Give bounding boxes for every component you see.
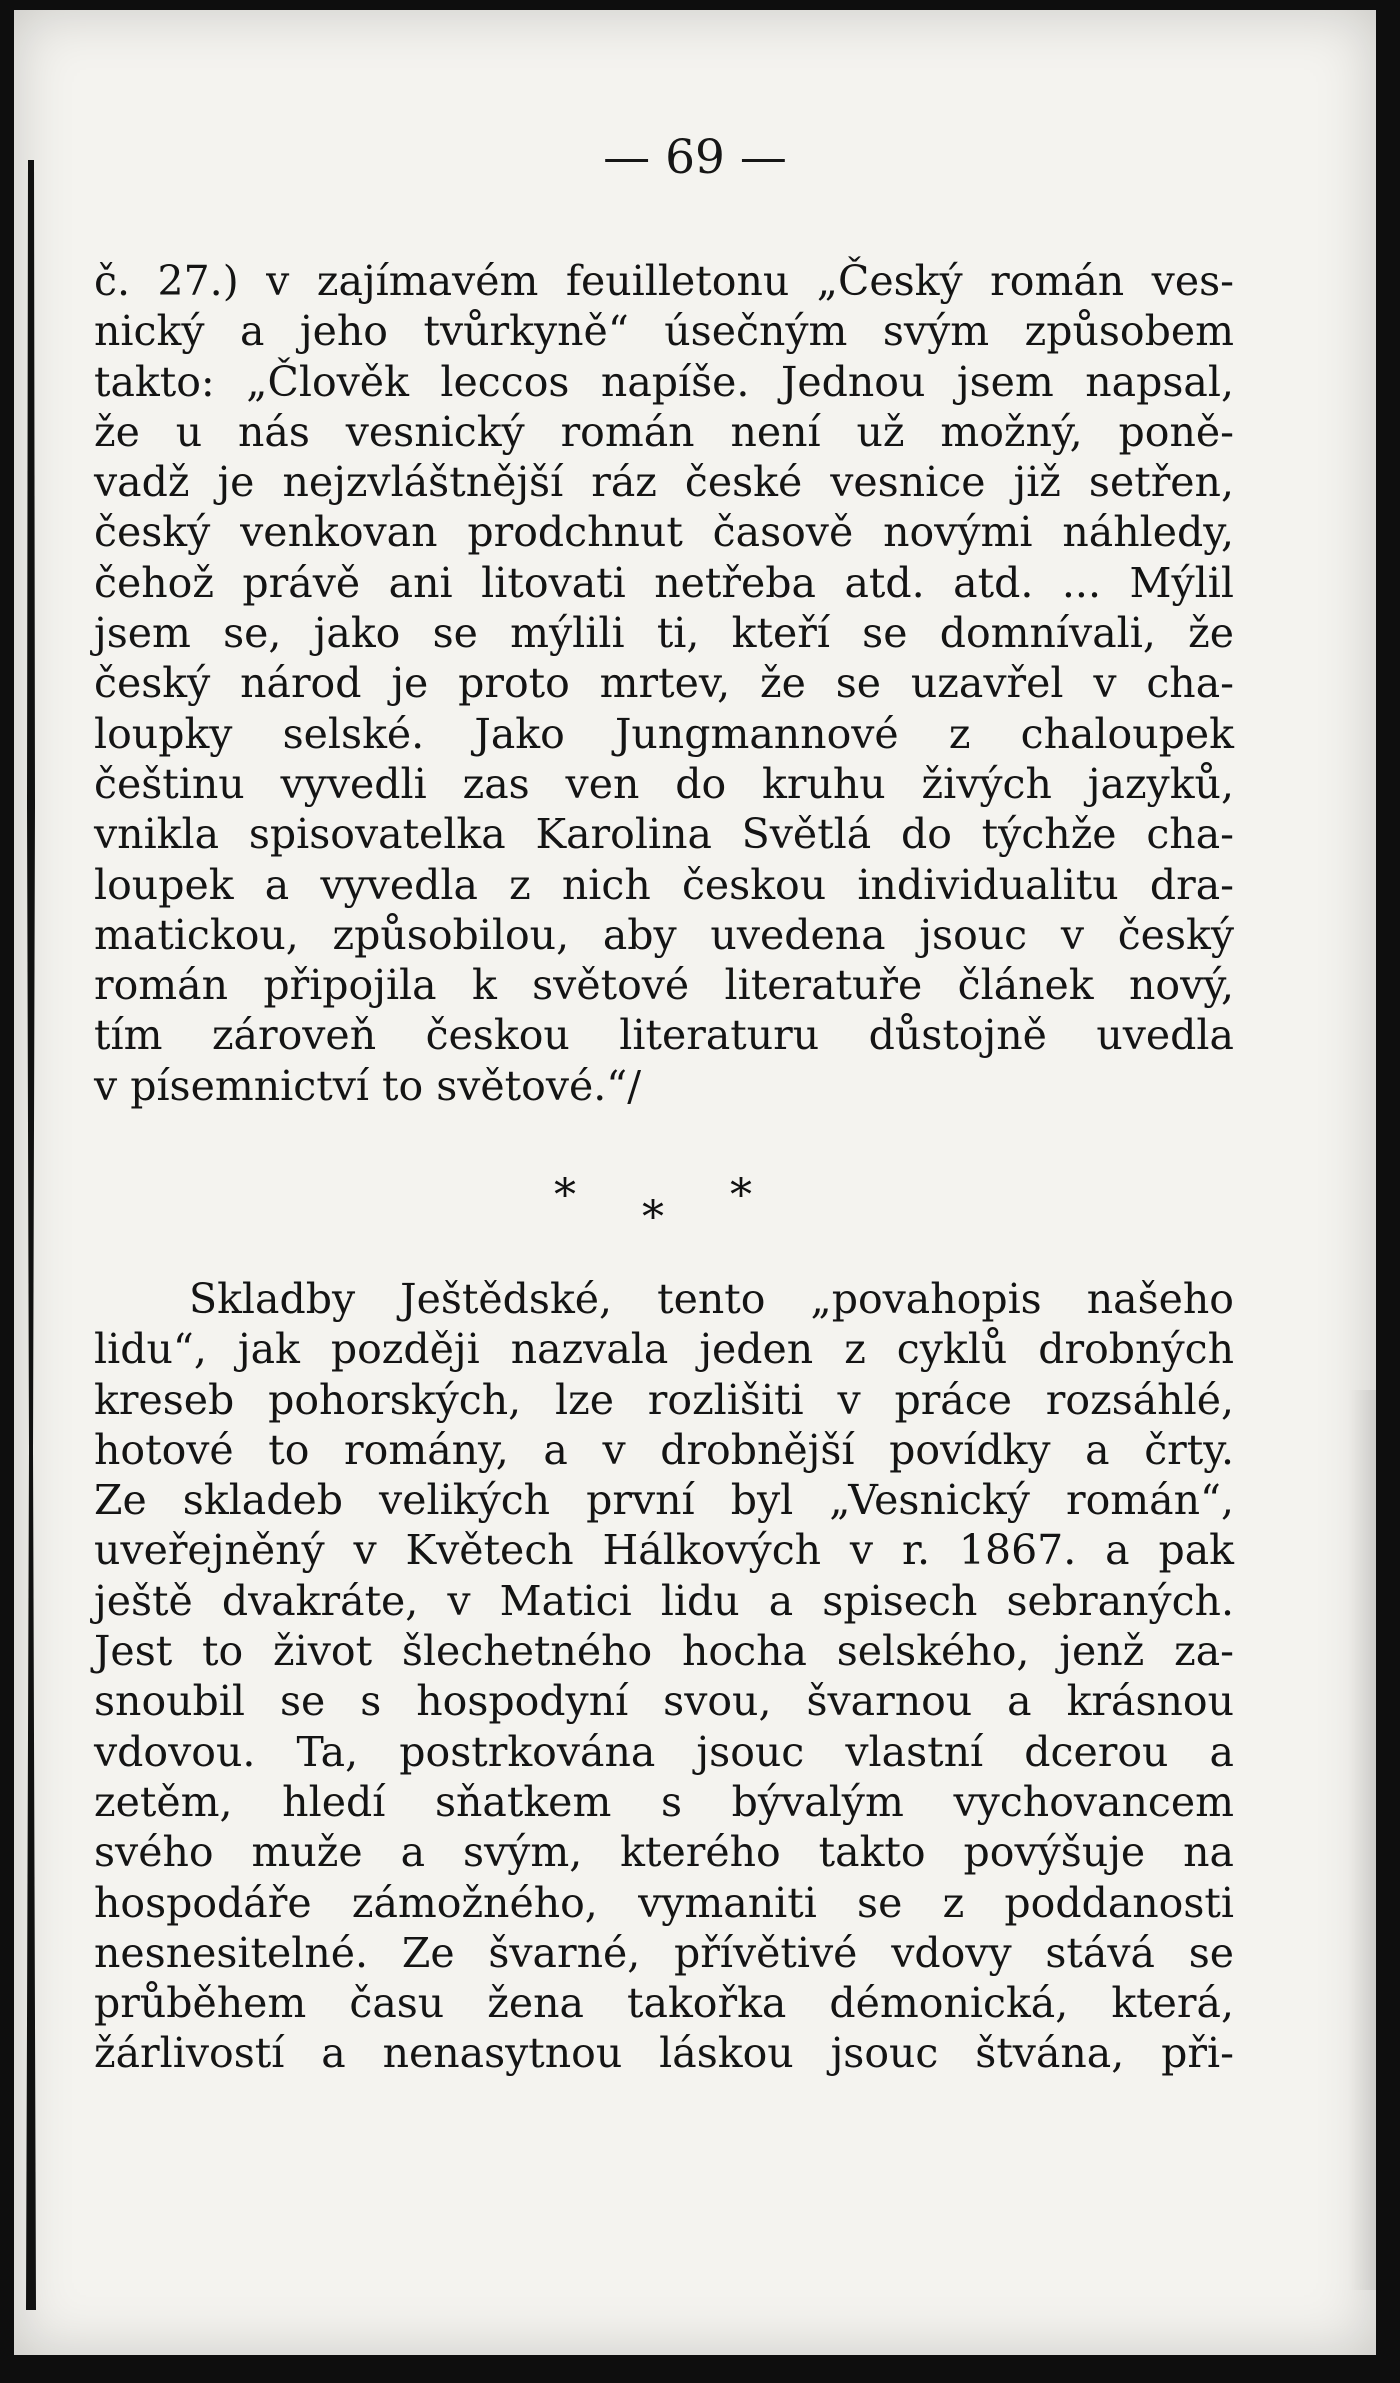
section-separator	[534, 1170, 774, 1243]
text-line: český venkovan prodchnut časově novými náhledy,	[94, 508, 1234, 557]
page-number: — 69 —	[603, 130, 787, 185]
text-line: vadž je nejzvláštnější ráz české vesnice již setřen,	[94, 458, 1234, 507]
text-line: tím zároveň českou literaturu důstojně uvedla	[94, 1011, 1234, 1060]
text-line: Jest to život šlechetného hocha selského, jenž za-	[94, 1627, 1234, 1676]
text-line: ještě dvakráte, v Matici lidu a spisech sebraných.	[94, 1576, 1234, 1625]
text-line: uveřejněný v Květech Hálkových v r. 1867. a pak	[94, 1526, 1234, 1575]
page-edge-shadow	[1348, 1390, 1376, 2290]
text-line: že u nás vesnický román není už možný, poně-	[94, 407, 1234, 456]
asterisk-mark: *	[554, 1170, 576, 1221]
page-edge-rule	[26, 160, 36, 2310]
text-line: román připojila k světové literatuře článek nový,	[94, 961, 1234, 1010]
text-line: Ze skladeb velikých první byl „Vesnický román“,	[94, 1476, 1234, 1525]
text-line: lidu“, jak později nazvala jeden z cyklů drobných	[94, 1325, 1234, 1374]
text-line: v písemnictví to světové.“/	[94, 1061, 642, 1110]
text-line: češtinu vyvedli zas ven do kruhu živých jazyků,	[94, 759, 1234, 808]
text-line: průběhem času žena takořka démonická, která,	[94, 1979, 1234, 2028]
text-line: loupky selské. Jako Jungmannové z chaloupek	[94, 709, 1234, 758]
text-line: žárlivostí a nenasytnou láskou jsouc štvána, při-	[94, 2029, 1234, 2078]
text-line: matickou, způsobilou, aby uvedena jsouc v český	[94, 910, 1234, 959]
text-line: český národ je proto mrtev, že se uzavřel v cha-	[94, 659, 1234, 708]
text-line: jsem se, jako se mýlili ti, kteří se domnívali, že	[94, 609, 1234, 658]
text-line: Skladby Ještědské, tento „povahopis našeho	[189, 1275, 1234, 1323]
text-line: hotové to romány, a v drobnější povídky a črty.	[94, 1425, 1234, 1474]
text-line: hospodáře zámožného, vymaniti se z poddanosti	[94, 1878, 1234, 1927]
text-line: nesnesitelné. Ze švarné, přívětivé vdovy stává se	[94, 1928, 1234, 1977]
text-line: takto: „Člověk leccos napíše. Jednou jsem napsal,	[94, 357, 1234, 406]
text-line: kreseb pohorských, lze rozlišiti v práce rozsáhlé,	[94, 1375, 1234, 1424]
text-line: čehož právě ani litovati netřeba atd. atd. ... Mýlil	[94, 558, 1234, 607]
text-line: loupek a vyvedla z nich českou individualitu dra-	[94, 860, 1234, 909]
text-line: č. 27.) v zajímavém feuilletonu „Český román ves-	[94, 257, 1234, 305]
asterisk-mark: *	[730, 1170, 752, 1221]
asterisk-mark: *	[642, 1192, 664, 1243]
text-line: vdovou. Ta, postrkována jsouc vlastní dcerou a	[94, 1727, 1234, 1776]
text-line: svého muže a svým, kterého takto povýšuje na	[94, 1828, 1234, 1877]
text-line: zetěm, hledí sňatkem s bývalým vychovancem	[94, 1777, 1234, 1826]
text-line: nický a jeho tvůrkyně“ úsečným svým způsobem	[94, 307, 1234, 356]
text-line: snoubil se s hospodyní svou, švarnou a krásnou	[94, 1677, 1234, 1726]
paragraph-feuilleton-quote	[94, 256, 1234, 1111]
paragraph-skladby-jestedske	[94, 1274, 1234, 2079]
text-line: vnikla spisovatelka Karolina Světlá do týchže cha-	[94, 810, 1234, 859]
book-page	[14, 10, 1376, 2355]
